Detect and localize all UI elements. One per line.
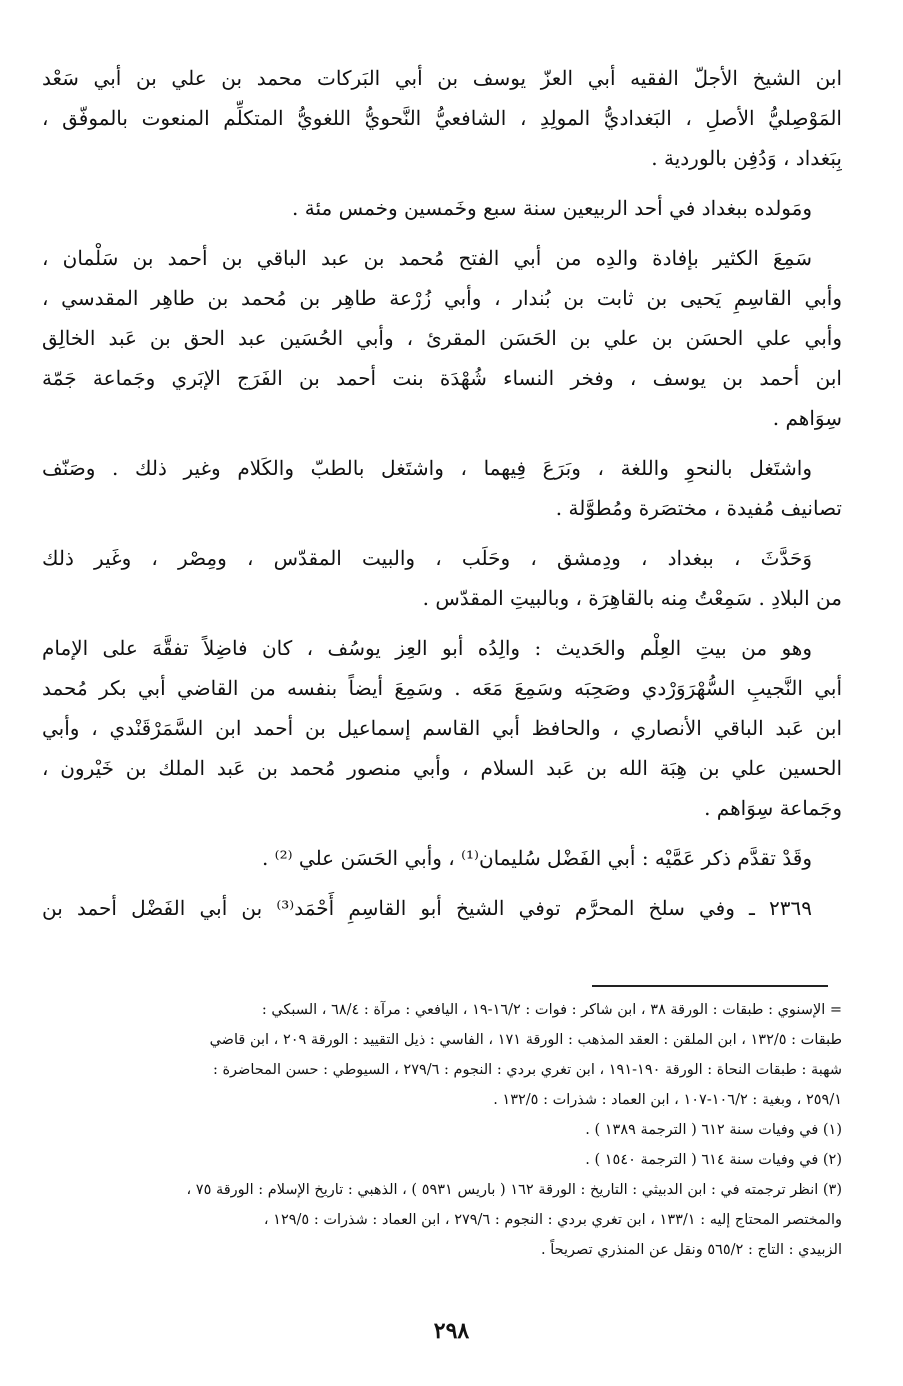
- text-line: وأبي القاسِمِ يَحيى بن ثابت بن بُندار ، وأبي زُرْعة طاهِر بن مُحمد بن طاهِر المقدسي ،: [42, 286, 842, 310]
- text-line: وقَدْ تقدَّم ذكر عَمَّيْه : أبي الفَضْل سُليمان⁽¹⁾ ، وأبي الحَسَن علي ⁽²⁾ .: [261, 846, 812, 870]
- text-line: المَوْصِليُّ الأصلِ ، البَغداديُّ المولِدِ ، الشافعيُّ النَّحويُّ اللغويُّ المتكلِّم المنعوت بالموفّق ،: [42, 106, 842, 130]
- text-line: ابن أحمد بن يوسف ، وفخر النساء شُهْدَة بنت أحمد بن الفَرَج الإبَري وجَماعة جَمّة: [42, 366, 842, 390]
- paragraph-2: [42, 188, 842, 228]
- footnote-line: ٢٥٩/١ ، وبغية : ١٠٦/٢-١٠٧ ، ابن العماد : شذرات : ١٣٢/٥ .: [493, 1092, 842, 1108]
- footnote-line: الزبيدي : التاج : ٥٦٥/٢ ونقل عن المنذري تصريحاً .: [541, 1242, 842, 1258]
- text-line: وهو من بيتِ العِلْم والحَديث : والِدُه أبو العِز يوسُف ، كان فاضِلاً تفقَّهَ على الإمام: [42, 636, 812, 660]
- text-line: وجَماعة سِوَاهم .: [704, 796, 842, 820]
- text-line: ومَولده ببغداد في أحد الربيعين سنة سبع وخَمسين وخمس مئة .: [292, 196, 812, 220]
- text-line: وَحَدَّثَ ، ببغداد ، ودِمشق ، وحَلَب ، والبيت المقدّس ، ومِصْر ، وغَير ذلك: [42, 546, 812, 570]
- text-line: وأبي علي الحسَن بن علي بن الحَسَن المقرئ ، وأبي الحُسَين عبد الحق بن عَبد الخالِق: [42, 326, 842, 350]
- text-line: سَمِعَ الكثير بإفادة والدِه من أبي الفتح مُحمد بن عبد الباقي بن أحمد بن سَلْمان ،: [42, 246, 812, 270]
- footnote-line: (١) في وفيات سنة ٦١٢ ( الترجمة ١٣٨٩ ) .: [585, 1122, 842, 1138]
- paragraph-1: [42, 58, 842, 178]
- text-line: من البلادِ . سَمِعْتُ مِنه بالقاهِرَة ، وبالبيتِ المقدّس .: [422, 586, 842, 610]
- text-line: ابن الشيخ الأجلّ الفقيه أبي العزّ يوسف بن أبي البَركات محمد بن علي بن أبي سَعْد: [42, 66, 842, 90]
- paragraph-4: [42, 448, 842, 528]
- footnote-separator: [592, 985, 828, 987]
- paragraph-8: [42, 888, 842, 928]
- entry-heading: ٢٣٦٩ ـ وفي سلخ المحرَّم توفي الشيخ أبو القاسِمِ أَحْمَد⁽³⁾ بن أبي الفَضْل أحمد بن: [42, 896, 813, 920]
- text-line: سِوَاهم .: [772, 406, 842, 430]
- paragraph-7: [42, 838, 842, 878]
- text-line: بِبَغداد ، وَدُفِن بالوردية .: [651, 146, 842, 170]
- text-line: تصانيف مُفيدة ، مختصَرة ومُطوَّلة .: [555, 496, 842, 520]
- paragraph-6: [42, 628, 842, 828]
- footnote-line: (٣) انظر ترجمته في : ابن الدبيثي : التاريخ : الورقة ١٦٢ ( باريس ٥٩٣١ ) ، الذهبي : تاريخ الإسلام : الورقة ٧٥ ،: [186, 1182, 842, 1198]
- text-line: الحسين علي بن هِبَة الله بن عَبد السلام ، وأبي منصور مُحمد بن عَبد الملك بن خَيْرون ،: [42, 756, 842, 780]
- footnotes: [42, 995, 842, 1265]
- paragraph-5: [42, 538, 842, 618]
- footnote-line: شهبة : طبقات النحاة : الورقة ١٩٠-١٩١ ، ابن تغري بردي : النجوم : ٢٧٩/٦ ، السيوطي : حسن المحاضرة :: [212, 1062, 842, 1078]
- footnote-line: طبقات : ١٣٢/٥ ، ابن الملقن : العقد المذهب : الورقة ١٧١ ، الفاسي : ذيل التقييد : الورقة ٢٠٩ ، ابن قاضي: [209, 1032, 842, 1048]
- footnote-line: (٢) في وفيات سنة ٦١٤ ( الترجمة ١٥٤٠ ) .: [585, 1152, 842, 1168]
- footnote-line: والمختصر المحتاج إليه : ١٣٣/١ ، ابن تغري بردي : النجوم : ٢٧٩/٦ ، ابن العماد : شذرات : ١٢٩/٥ ،: [263, 1212, 842, 1228]
- footnote-line: = الإسنوي : طبقات : الورقة ٣٨ ، ابن شاكر : فوات : ١٦/٢-١٩ ، اليافعي : مرآة : ٦٨/٤ ، السبكي :: [261, 1002, 842, 1018]
- text-line: ابن عَبد الباقي الأنصاري ، والحافظ أبي القاسم إسماعيل بن أحمد ابن السَّمَرْقَنْدي ، وأبي: [42, 716, 842, 740]
- paragraph-3: [42, 238, 842, 438]
- main-text: [42, 58, 842, 938]
- text-line: واشتَغل بالنحوِ واللغة ، وبَرَعَ فِيهما ، واشتَغل بالطبّ والكَلام وغير ذلك . وصَنّف: [42, 456, 812, 480]
- page-number: ٢٩٨: [433, 1318, 470, 1344]
- text-line: أبي النَّجيبِ السُّهْرَوَرْدي وصَحِبَه وسَمِعَ مَعَه . وسَمِعَ أيضاً بنفسه من القاضي أبي بكر مُحمد: [42, 676, 842, 700]
